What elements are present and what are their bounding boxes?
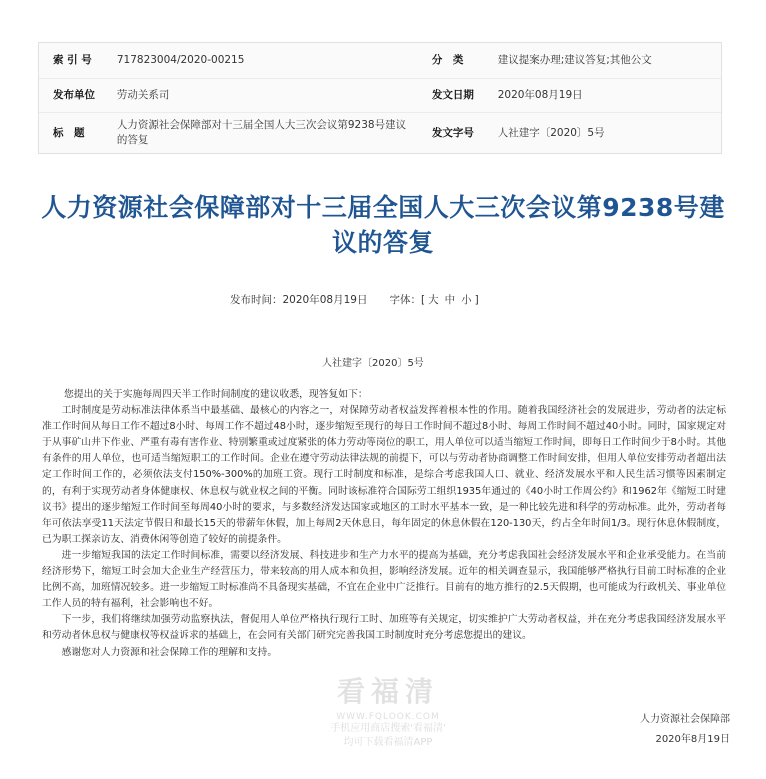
watermark-url: WWW.FQLOOK.COM — [336, 712, 440, 722]
issue-date-value: 2020年08月19日 — [497, 89, 583, 101]
document-body — [42, 387, 726, 661]
body-paragraph: 您提出的关于实施每周四天半工作时间制度的建议收悉，现答复如下： — [64, 389, 368, 400]
document-metadata-table — [38, 42, 722, 154]
font-bracket-open: [ — [420, 294, 426, 306]
document-title: 人力资源社会保障部对十三届全国人大三次会议第9238号建议的答复 — [41, 193, 725, 257]
body-paragraph: 进一步缩短我国的法定工作时间标准，需要以经济发展、科技进步和生产力水平的提高为基础，充分考虑我国社会经济发展水平和企业承受能力。在当前经济形势下，缩短工时会加大企业生产经营压力，带来较高的用人成本和负担，影响经济发展。近年的相关调查显示，我国能够严格执行目前工时标准的企业比例不高，加班情况较多。进一步缩短工时标准尚不具备现实基础，不宜在企业中广泛推行。目前有的地方推行的2.5天假期，也可能成为行政机关、事业单位工作人员的特有福利，社会影响也不好。 — [42, 549, 726, 610]
publish-time-value: 2020年08月19日 — [282, 294, 368, 306]
publish-info-bar — [230, 292, 550, 307]
document-number-value: 人社建字〔2020〕5号 — [497, 126, 605, 139]
body-paragraph: 工时制度是劳动标准法律体系当中最基础、最核心的内容之一，对保障劳动者权益发挥着根本性的作用。随着我国经济社会的发展进步，劳动者的法定标准工作时间从每日工作不超过8小时、每周工作不超过48小时，逐步缩短至现行的每日工作时间不超过8小时、每周工作时间不超过40小时。同时，国家规定对于从事矿山井下作业、严重有毒有害作业、特别繁重或过度紧张的体力劳动等岗位的职工，用人单位可以适当缩短工作时间，即每日工作时间少于8小时。其他有条件的用人单位，也可适当缩短职工的工作时间。企业在遵守劳动法律法规的前提下，可以与劳动者协商调整工作时间安排，但用人单位安排劳动者超出法定工作时间工作的，必须依法支付150%-300%的加班工资。现行工时制度和标准，是综合考虑我国人口、就业、经济发展水平和人民生活习惯等因素制定的，有利于实现劳动者身体健康权、休息权与就业权之间的平衡。同时该标准符合国际劳工组织1935年通过的《40小时工作周公约》和1962年《缩短工时建议书》提出的逐步缩短工作时间至每周40小时的要求，与多数经济发达国家或地区的工时水平基本一致，是一种比较先进和科学的劳动标准。此外，劳动者每年可依法享受11天法定节假日和最长15天的带薪年休假，加上每周2天休息日，每年固定的休息休假在120-130天，约占全年时间1/3。现行休息休假制度，已为职工探亲访友、消费休闲等创造了较好的前提条件。 — [42, 405, 726, 545]
index-number-value: 717823004/2020-00215 — [116, 54, 245, 66]
title-label: 标 题 — [53, 126, 85, 139]
document-number: 人社建字〔2020〕5号 — [322, 358, 424, 369]
watermark-line: 均可下载看福清APP — [343, 737, 433, 748]
meta-row-title — [39, 113, 721, 153]
font-size-small-button[interactable]: 小 — [461, 294, 472, 306]
publisher-label: 发布单位 — [53, 89, 95, 101]
signature-date: 2020年8月19日 — [655, 734, 730, 745]
font-size-medium-button[interactable]: 中 — [444, 294, 456, 306]
font-size-label: 字体： — [389, 294, 421, 306]
body-paragraph: 感谢您对人力资源和社会保障工作的理解和支持。 — [61, 646, 278, 658]
font-size-large-button[interactable]: 大 — [428, 294, 439, 306]
signature-block — [560, 710, 730, 750]
publisher-value: 劳动关系司 — [116, 89, 170, 101]
meta-row-index — [39, 43, 721, 79]
category-value: 建议提案办理;建议答复;其他公文 — [497, 54, 652, 66]
meta-row-publisher — [39, 79, 721, 113]
signature-organization: 人力资源社会保障部 — [640, 714, 730, 725]
document-number-label: 发文字号 — [431, 126, 474, 139]
watermark-line: 手机应用商店搜索'看福清' — [330, 723, 446, 734]
font-bracket-close: ] — [474, 294, 479, 306]
category-label: 分 类 — [431, 54, 464, 66]
watermark — [288, 670, 488, 750]
watermark-logo: 看福清 — [336, 675, 439, 708]
body-paragraph: 下一步，我们将继续加强劳动监察执法，督促用人单位严格执行现行工时、加班等有关规定，切实维护广大劳动者权益，并在充分考虑我国经济发展水平和劳动者休息权与健康权等权益诉求的基础上，在会同有关部门研究完善我国工时制度时充分考虑您提出的建议。 — [42, 614, 726, 642]
title-value: 人力资源社会保障部对十三届全国人大三次会议第9238号建议的答复 — [116, 119, 407, 146]
publish-time-label: 发布时间： — [230, 294, 283, 306]
issue-date-label: 发文日期 — [431, 89, 474, 101]
index-number-label: 索 引 号 — [53, 54, 92, 66]
